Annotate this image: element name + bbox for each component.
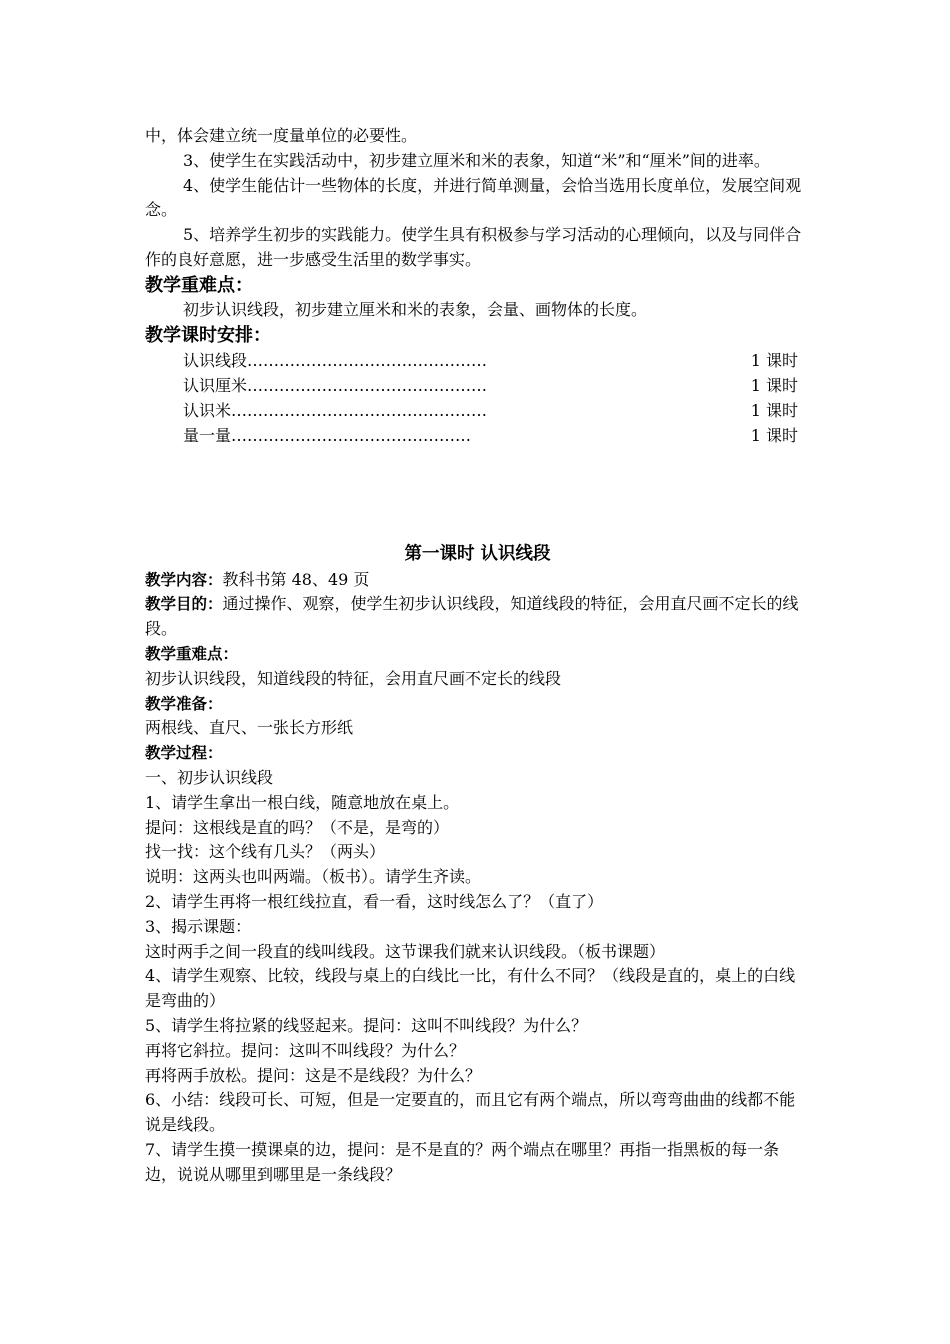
keypoints-text: 初步认识线段，初步建立厘米和米的表象，会量、画物体的长度。 bbox=[183, 299, 648, 319]
schedule-item-hours: 1 课时 bbox=[750, 400, 798, 420]
goal-continuation: 中，体会建立统一度量单位的必要性。 bbox=[145, 126, 418, 145]
process-line: 一、初步认识线段 bbox=[145, 767, 274, 787]
key-label: 教学重难点： bbox=[145, 644, 239, 663]
process-line: 找一找：这个线有几头？（两头） bbox=[145, 842, 386, 862]
schedule-item-hours: 1 课时 bbox=[750, 350, 798, 370]
lesson-content bbox=[145, 568, 810, 593]
process-line: 5、请学生将拉紧的线竖起来。提问：这叫不叫线段？为什么？ bbox=[145, 1015, 588, 1035]
process-line: 提问：这根线是直的吗？（不是，是弯的） bbox=[145, 817, 450, 837]
goal-3: 3、使学生在实践活动中，初步建立厘米和米的表象，知道“米”和“厘米”间的进率。 bbox=[183, 150, 770, 170]
goal-4: 4、使学生能估计一些物体的长度，并进行简单测量，会恰当选用长度单位，发展空间观念。 bbox=[145, 175, 802, 220]
schedule-item-name: 认识厘米……………………………………… bbox=[183, 375, 488, 395]
process-label: 教学过程： bbox=[145, 744, 223, 763]
goal-text: 通过操作、观察，使学生初步认识线段，知道线段的特征，会用直尺画不定长的线段。 bbox=[145, 594, 799, 639]
process-line: 1、请学生拿出一根白线，随意地放在桌上。 bbox=[145, 792, 460, 812]
content-text: 教科书第 48、49 页 bbox=[222, 569, 370, 589]
process-line: 4、请学生观察、比较，线段与桌上的白线比一比，有什么不同？（线段是直的，桌上的白线是弯曲的） bbox=[145, 966, 796, 1011]
content-label: 教学内容： bbox=[145, 570, 223, 589]
prep-label: 教学准备： bbox=[145, 694, 223, 713]
lesson-title: 第一课时 认识线段 bbox=[404, 543, 551, 564]
lesson-goal bbox=[145, 592, 810, 642]
schedule-item bbox=[145, 423, 810, 448]
keypoints-heading: 教学重难点： bbox=[145, 274, 253, 296]
goal-5: 5、培养学生初步的实践能力。使学生具有积极参与学习活动的心理倾向，以及与同伴合作的良好意愿，进一步感受生活里的数学事实。 bbox=[145, 225, 802, 269]
process-line: 说明：这两头也叫两端。（板书）。请学生齐读。 bbox=[145, 867, 482, 887]
schedule-item-name: 量一量……………………………………… bbox=[183, 425, 472, 445]
goal-label: 教学目的： bbox=[145, 595, 223, 614]
process-line: 再将它斜拉。提问：这叫不叫线段？为什么？ bbox=[145, 1040, 466, 1060]
process-line: 再将两手放松。提问：这是不是线段？为什么？ bbox=[145, 1065, 482, 1085]
process-line: 这时两手之间一段直的线叫线段。这节课我们就来认识线段。（板书课题） bbox=[145, 941, 666, 961]
schedule-heading: 教学课时安排： bbox=[145, 324, 271, 346]
schedule-item bbox=[145, 373, 810, 398]
prep-text: 两根线、直尺、一张长方形纸 bbox=[145, 718, 354, 738]
process-line: 2、请学生再将一根红线拉直，看一看，这时线怎么了？（直了） bbox=[145, 891, 604, 911]
schedule-item-name: 认识米………………………………………… bbox=[183, 400, 488, 420]
process-line: 3、揭示课题： bbox=[145, 916, 252, 936]
process-line: 7、请学生摸一摸课桌的边，提问：是不是直的？两个端点在哪里？再指一指黑板的每一条边，说说从哪里到哪里是一条线段？ bbox=[145, 1139, 780, 1184]
schedule-item-hours: 1 课时 bbox=[750, 375, 798, 395]
schedule-item-name: 认识线段……………………………………… bbox=[183, 350, 488, 370]
schedule-item bbox=[145, 348, 810, 373]
schedule-item-hours: 1 课时 bbox=[750, 425, 798, 445]
document-page bbox=[145, 124, 810, 1188]
process-line: 6、小结：线段可长、可短，但是一定要直的，而且它有两个端点，所以弯弯曲曲的线都不能说是线段。 bbox=[145, 1090, 796, 1135]
schedule-item bbox=[145, 398, 810, 423]
key-text: 初步认识线段，知道线段的特征，会用直尺画不定长的线段 bbox=[145, 668, 562, 688]
